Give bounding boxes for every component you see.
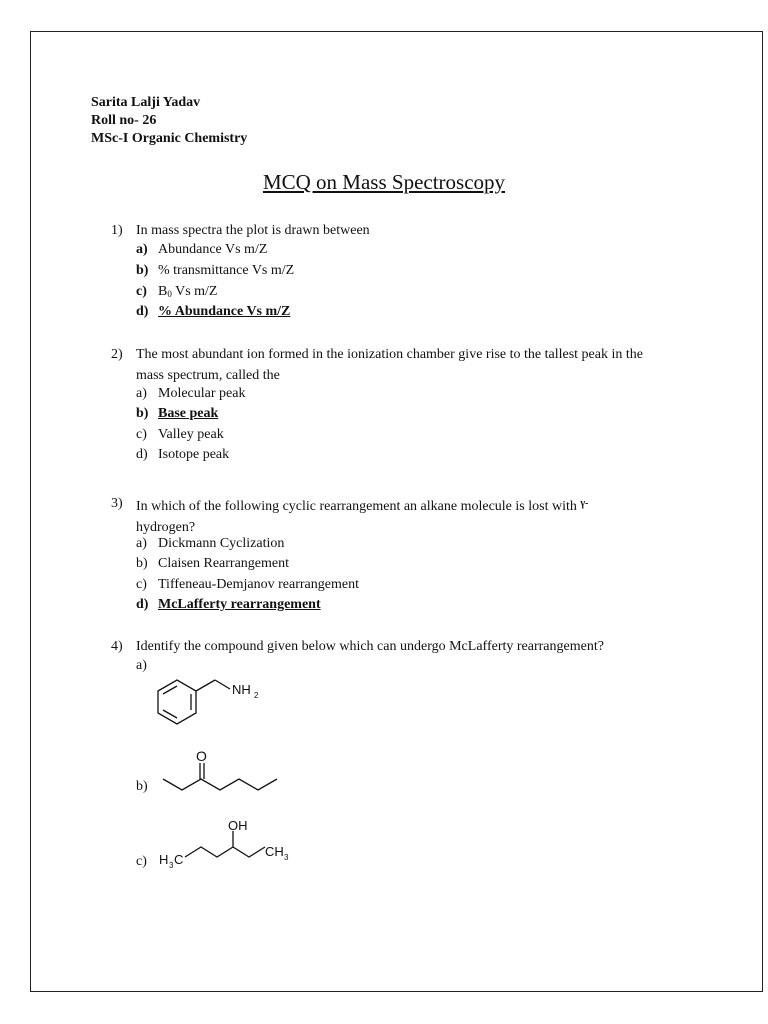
option-2d <box>136 447 229 463</box>
ketone-structure <box>158 746 288 796</box>
subscript-zero: 0 <box>167 289 172 299</box>
page-title: MCQ on Mass Spectroscopy <box>262 170 506 194</box>
amine-label: NH <box>232 682 251 697</box>
option-label: b) <box>136 406 149 421</box>
question-text: Identify the compound given below which can undergo McLafferty rearrangement? <box>136 639 604 654</box>
option-1d-answer <box>136 304 290 320</box>
option-text: % transmittance Vs m/Z <box>158 263 295 278</box>
option-text: McLafferty rearrangement <box>158 597 321 612</box>
option-4c-label: c) <box>136 854 147 869</box>
methyl-right-sub: 3 <box>284 853 289 862</box>
option-label: d) <box>136 447 148 462</box>
option-text-pre: B <box>158 284 168 299</box>
option-label: d) <box>136 597 149 612</box>
gamma-symbol: γ- <box>580 498 589 509</box>
alcohol-structure <box>155 815 305 873</box>
option-text-post: Vs m/Z <box>171 284 218 299</box>
benzylamine-structure <box>150 672 280 732</box>
option-1a <box>136 242 267 258</box>
option-2a <box>136 386 245 402</box>
option-label: c) <box>136 427 147 442</box>
option-4b-label: b) <box>136 779 148 794</box>
methyl-left-c: C <box>174 852 184 867</box>
roll-number: Roll no- 26 <box>91 113 157 128</box>
option-text: Dickmann Cyclization <box>158 536 285 551</box>
methyl-right-ch: CH <box>265 844 284 859</box>
methyl-left-h: H <box>159 852 169 867</box>
question-text: The most abundant ion formed in the ionization chamber give rise to the tallest peak in the mass spectrum, called the <box>136 347 643 383</box>
option-label: c) <box>136 284 147 299</box>
option-1b <box>136 263 294 279</box>
option-label: a) <box>136 536 147 551</box>
option-label: b) <box>136 263 149 278</box>
option-2c <box>136 427 224 443</box>
option-3a <box>136 536 284 552</box>
option-2b-answer <box>136 406 218 422</box>
question-number: 4) <box>111 639 123 654</box>
question-text: In mass spectra the plot is drawn between <box>136 223 370 238</box>
option-label: a) <box>136 242 148 257</box>
question-number: 3) <box>111 496 123 511</box>
option-1c <box>136 284 217 300</box>
option-text: Valley peak <box>158 427 224 442</box>
option-4a-label: a) <box>136 658 147 673</box>
option-label: a) <box>136 386 147 401</box>
option-label: d) <box>136 304 149 319</box>
amine-subscript: 2 <box>254 691 259 700</box>
option-text: Isotope peak <box>158 447 230 462</box>
question-text: In which of the following cyclic rearrangement an alkane molecule is lost with $^{\gamma-}$ hydrogen? <box>136 498 589 535</box>
option-text: % Abundance Vs m/Z <box>158 304 291 319</box>
option-text: Molecular peak <box>158 386 246 401</box>
option-3b <box>136 556 289 572</box>
question-number: 2) <box>111 347 123 362</box>
option-text: Abundance Vs m/Z <box>158 242 268 257</box>
option-text: Tiffeneau-Demjanov rearrangement <box>158 577 359 592</box>
methyl-left-sub: 3 <box>169 861 174 870</box>
student-name: Sarita Lalji Yadav <box>91 95 201 110</box>
option-3c <box>136 577 359 593</box>
course-name: MSc-I Organic Chemistry <box>91 131 248 146</box>
question-number: 1) <box>111 223 123 238</box>
oxygen-label: O <box>196 748 207 764</box>
option-label: b) <box>136 556 148 571</box>
hydroxyl-label: OH <box>228 818 248 833</box>
option-3d-answer <box>136 597 321 613</box>
option-text: Claisen Rearrangement <box>158 556 290 571</box>
option-text: Base peak <box>158 406 219 421</box>
option-label: c) <box>136 577 147 592</box>
